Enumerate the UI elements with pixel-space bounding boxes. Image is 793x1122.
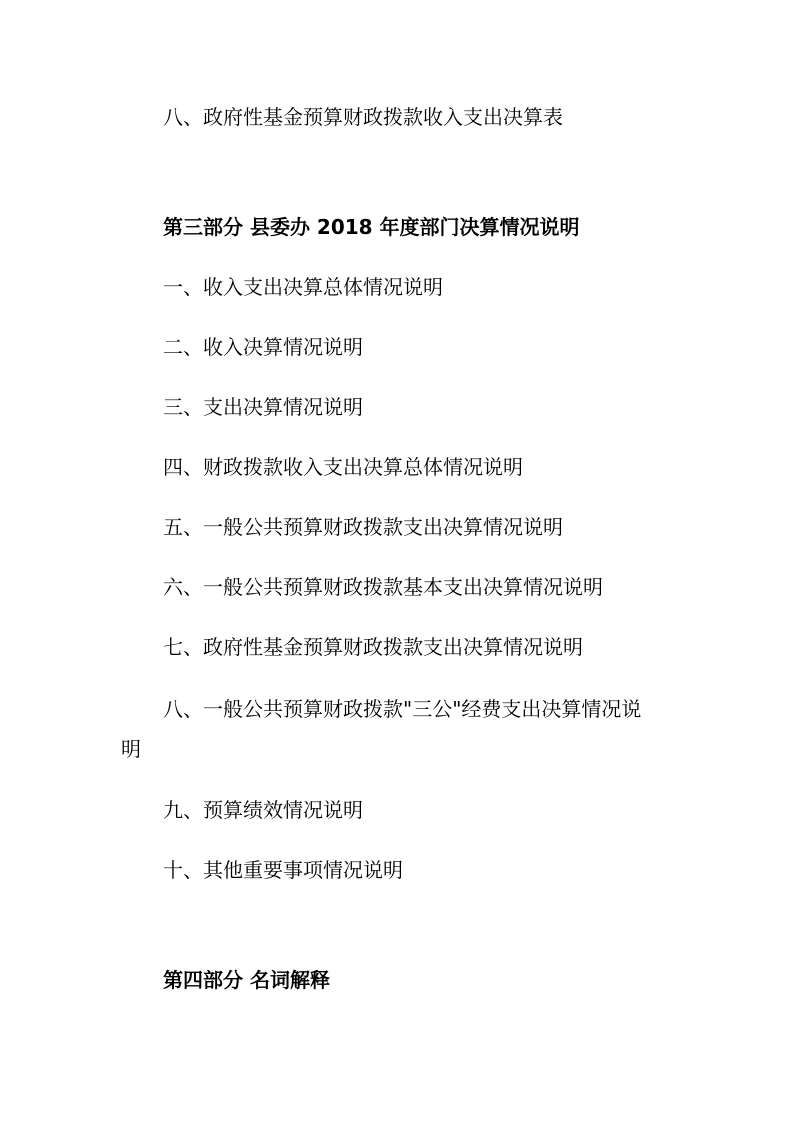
toc-item-1: 一、收入支出决算总体情况说明 [163,275,443,299]
toc-item-10: 十、其他重要事项情况说明 [163,858,403,882]
toc-item-7: 七、政府性基金预算财政拨款支出决算情况说明 [163,635,583,659]
toc-item-8-fund-budget-table: 八、政府性基金预算财政拨款收入支出决算表 [163,105,563,129]
toc-item-2: 二、收入决算情况说明 [163,335,363,359]
section-heading-part-4: 第四部分 名词解释 [163,968,330,992]
section-heading-part-3: 第三部分 县委办 2018 年度部门决算情况说明 [163,215,580,239]
toc-item-9: 九、预算绩效情况说明 [163,798,363,822]
toc-item-8-continuation: 明 [121,737,141,761]
toc-item-4: 四、财政拨款收入支出决算总体情况说明 [163,455,523,479]
toc-item-8: 八、一般公共预算财政拨款"三公"经费支出决算情况说 [163,697,642,721]
toc-item-6: 六、一般公共预算财政拨款基本支出决算情况说明 [163,575,603,599]
toc-item-3: 三、支出决算情况说明 [163,395,363,419]
toc-item-5: 五、一般公共预算财政拨款支出决算情况说明 [163,515,563,539]
